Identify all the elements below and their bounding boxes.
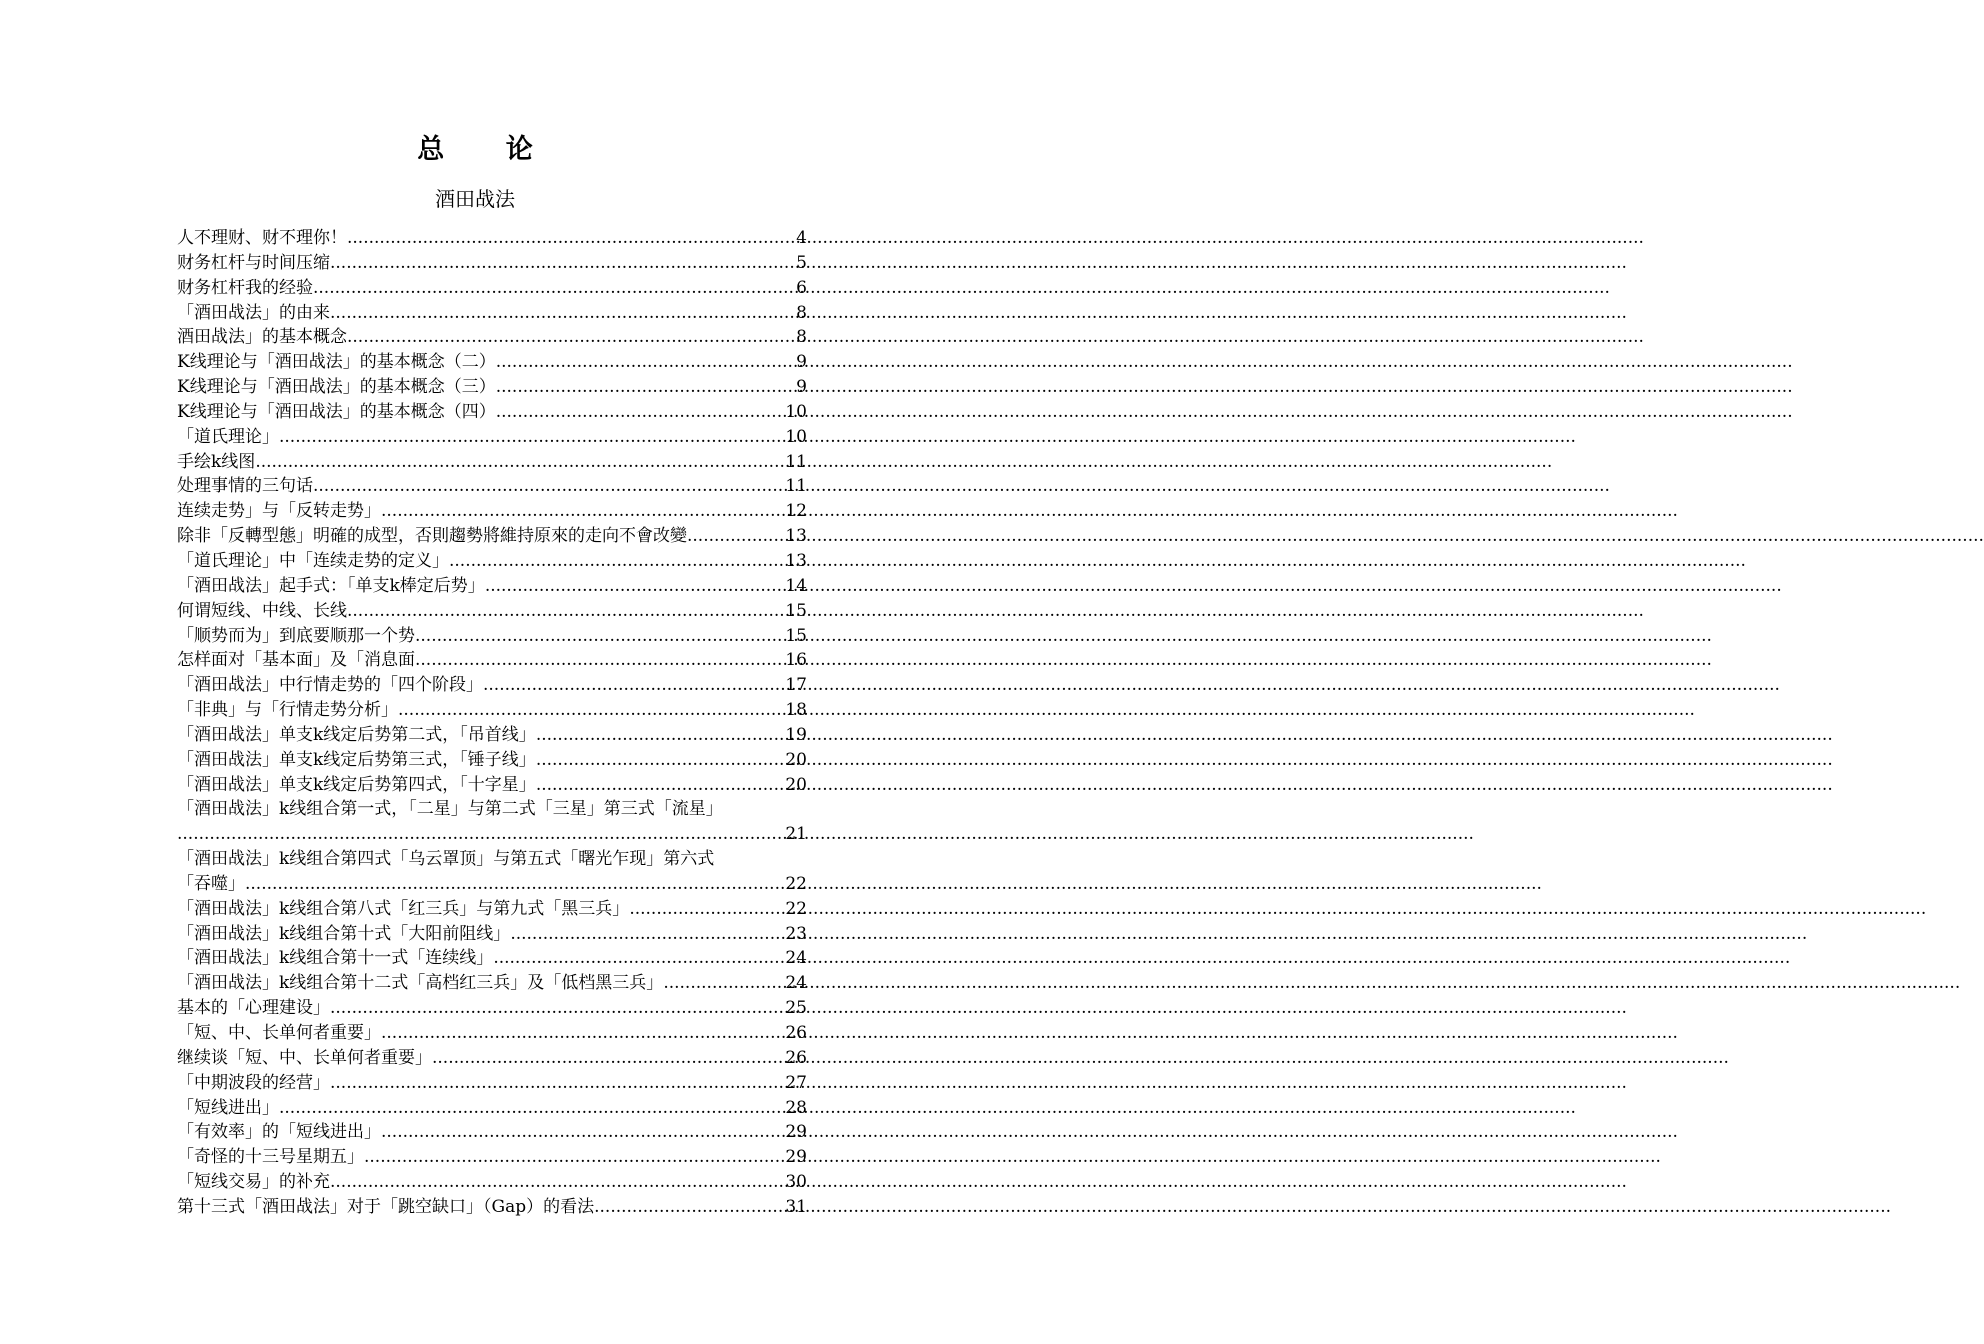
toc-page-number: 8 [796, 327, 807, 348]
toc-entry[interactable] [177, 1096, 807, 1121]
toc-page-number: 9 [796, 377, 807, 398]
toc-page-number: 18 [785, 700, 807, 721]
toc-entry[interactable] [177, 922, 807, 947]
dot-leader [485, 574, 786, 599]
dot-leader [330, 301, 796, 326]
dot-leader [347, 325, 796, 350]
dot-leader [536, 723, 786, 748]
toc-page-number: 11 [785, 451, 807, 472]
toc-entry[interactable] [177, 549, 807, 574]
section-subtitle: 酒田战法 [435, 187, 515, 211]
toc-page-number: 15 [785, 600, 807, 621]
dot-leader [347, 599, 785, 624]
toc-entry-title: 除非「反轉型態」明確的成型，否則趨勢將維持原來的走向不會改變 [177, 526, 687, 547]
toc-entry[interactable] [177, 946, 807, 971]
dot-leader [398, 698, 785, 723]
toc-page-number: 19 [785, 724, 807, 745]
toc-entry[interactable] [177, 1046, 807, 1071]
toc-entry-title: 「酒田战法」k线组合第一式，「二星」与第二式「三星」第三式「流星」 [177, 799, 723, 820]
toc-entry[interactable] [177, 648, 807, 673]
toc-entry-title: 继续谈「短、中、长单何者重要」 [177, 1047, 432, 1068]
toc-page-number: 13 [785, 526, 807, 547]
dot-leader [415, 648, 785, 673]
toc-entry[interactable] [177, 599, 807, 624]
toc-page-number: 25 [785, 998, 807, 1019]
toc-entry[interactable] [177, 797, 807, 847]
toc-entry-title: 何谓短线、中线、长线 [177, 600, 347, 621]
toc-entry[interactable] [177, 375, 807, 400]
dot-leader [415, 624, 785, 649]
dot-leader [313, 474, 785, 499]
toc-page-number: 15 [785, 625, 807, 646]
toc-entry-title: 「酒田战法」单支k线定后势第三式，「锤子线」 [177, 749, 536, 770]
toc-page-number: 30 [785, 1172, 807, 1193]
dot-leader [381, 499, 785, 524]
toc-entry-title: 怎样面对「基本面」及「消息面 [177, 650, 415, 671]
table-of-contents [177, 226, 807, 1220]
toc-entry[interactable] [177, 748, 807, 773]
toc-entry-title: 「酒田战法」k线组合第十一式「连续线」 [177, 948, 494, 969]
toc-entry[interactable] [177, 1195, 807, 1220]
toc-page-number: 24 [785, 948, 807, 969]
toc-entry-title: K线理论与「酒田战法」的基本概念（三） [177, 377, 496, 398]
toc-entry[interactable] [177, 723, 807, 748]
toc-page-number: 20 [785, 774, 807, 795]
toc-entry[interactable] [177, 524, 807, 549]
toc-page-number: 4 [796, 228, 807, 248]
dot-leader [483, 673, 785, 698]
toc-page-number: 6 [796, 277, 807, 298]
dot-leader [536, 773, 786, 798]
dot-leader [594, 1195, 785, 1220]
dot-leader [347, 226, 796, 251]
toc-entry[interactable] [177, 450, 807, 475]
dot-leader [493, 946, 785, 971]
toc-entry-title: 「道氏理论」中「连续走势的定义」 [177, 550, 449, 571]
toc-entry[interactable] [177, 400, 807, 425]
toc-page-number: 29 [785, 1147, 807, 1168]
toc-page-number: 28 [785, 1097, 807, 1118]
dot-leader [687, 524, 785, 549]
toc-page-number: 8 [796, 302, 807, 323]
toc-entry-title: 「顺势而为」到底要顺那一个势 [177, 625, 415, 646]
toc-page-number: 24 [785, 973, 807, 994]
dot-leader [255, 450, 785, 475]
dot-leader [330, 1170, 785, 1195]
toc-entry-title: 「酒田战法」中行情走势的「四个阶段」 [177, 675, 483, 696]
dot-leader [330, 1071, 785, 1096]
dot-leader [510, 922, 785, 947]
toc-entry-title: 「短、中、长单何者重要」 [177, 1023, 381, 1043]
toc-page-number: 16 [785, 650, 807, 671]
toc-entry[interactable] [177, 474, 807, 499]
toc-entry[interactable] [177, 1120, 807, 1145]
toc-entry[interactable] [177, 251, 807, 276]
page-title: 总 论 [417, 134, 559, 165]
toc-page-number: 27 [785, 1072, 807, 1093]
toc-page-number: 23 [785, 923, 807, 944]
toc-page-number: 14 [785, 575, 807, 596]
document-page [0, 0, 950, 1344]
toc-entry[interactable] [177, 996, 807, 1021]
dot-leader [177, 822, 785, 847]
dot-leader [364, 1145, 785, 1170]
toc-entry[interactable] [177, 499, 807, 524]
dot-leader [279, 425, 785, 450]
toc-entry-title-continued: 「吞噬」 [177, 873, 245, 894]
toc-entry[interactable] [177, 624, 807, 649]
dot-leader [330, 251, 796, 276]
toc-entry[interactable] [177, 301, 807, 326]
toc-entry-title: 「中期波段的经营」 [177, 1072, 330, 1093]
toc-page-number: 26 [785, 1023, 807, 1043]
toc-entry-title: 「酒田战法」单支k线定后势第二式，「吊首线」 [177, 724, 536, 745]
toc-entry-title: 「酒田战法」k线组合第四式「乌云罩顶」与第五式「曙光乍现」第六式 [177, 849, 715, 870]
toc-page-number: 26 [785, 1047, 807, 1068]
dot-leader [279, 1096, 785, 1121]
toc-entry-title: 酒田战法」的基本概念 [177, 327, 347, 348]
toc-entry-title: 「酒田战法」的由来 [177, 302, 330, 323]
toc-page-number: 12 [785, 501, 807, 522]
toc-entry[interactable] [177, 1145, 807, 1170]
dot-leader [432, 1046, 785, 1071]
dot-leader [381, 1021, 785, 1046]
toc-entry[interactable] [177, 1071, 807, 1096]
toc-page-number: 10 [785, 401, 807, 422]
toc-page-number: 31 [785, 1196, 807, 1217]
toc-entry-title: 「酒田战法」起手式：「单支k棒定后势」 [177, 575, 485, 596]
dot-leader [629, 897, 785, 922]
toc-entry-title: 「酒田战法」单支k线定后势第四式，「十字星」 [177, 774, 536, 795]
toc-page-number: 20 [785, 749, 807, 770]
dot-leader [449, 549, 785, 574]
toc-entry[interactable] [177, 226, 807, 251]
toc-entry-title: 手绘k线图 [177, 451, 256, 472]
toc-entry-title: 「酒田战法」k线组合第八式「红三兵」与第九式「黑三兵」 [177, 898, 630, 919]
toc-entry[interactable] [177, 773, 807, 798]
toc-entry-title: 连续走势」与「反转走势」 [177, 501, 381, 522]
toc-entry-title: K线理论与「酒田战法」的基本概念（二） [177, 352, 496, 373]
toc-entry-title: 第十三式「酒田战法」对于「跳空缺口」（Gap）的看法 [177, 1196, 595, 1217]
toc-entry-title: 「酒田战法」k线组合第十二式「高档红三兵」及「低档黑三兵」 [177, 973, 664, 994]
toc-entry[interactable] [177, 425, 807, 450]
toc-entry-title: 「酒田战法」k线组合第十式「大阳前阻线」 [177, 923, 511, 944]
toc-entry[interactable] [177, 897, 807, 922]
dot-leader [496, 375, 796, 400]
dot-leader [496, 350, 796, 375]
toc-entry-title: 「短线进出」 [177, 1097, 279, 1118]
toc-entry-title: 「有效率」的「短线进出」 [177, 1122, 381, 1143]
dot-leader [381, 1120, 785, 1145]
dot-leader [313, 276, 796, 301]
toc-entry[interactable] [177, 325, 807, 350]
toc-entry[interactable] [177, 1170, 807, 1195]
toc-entry[interactable] [177, 276, 807, 301]
toc-entry-title: K线理论与「酒田战法」的基本概念（四） [177, 401, 496, 422]
toc-page-number: 13 [785, 550, 807, 571]
toc-page-number: 21 [785, 824, 807, 845]
toc-page-number: 22 [785, 898, 807, 919]
toc-page-number: 22 [785, 873, 807, 894]
toc-entry[interactable] [177, 1021, 807, 1046]
toc-entry[interactable] [177, 847, 807, 897]
toc-entry[interactable] [177, 350, 807, 375]
toc-entry-title: 处理事情的三句话 [177, 476, 313, 497]
toc-entry[interactable] [177, 673, 807, 698]
toc-entry-title: 「道氏理论」 [177, 426, 279, 447]
toc-page-number: 9 [796, 352, 807, 373]
toc-page-number: 29 [785, 1122, 807, 1143]
dot-leader [536, 748, 786, 773]
toc-page-number: 11 [785, 476, 807, 497]
toc-entry-title: 「非典」与「行情走势分析」 [177, 700, 398, 721]
toc-entry-title: 财务杠杆我的经验 [177, 277, 313, 298]
toc-page-number: 10 [785, 426, 807, 447]
dot-leader [496, 400, 786, 425]
toc-entry-title: 「短线交易」的补充 [177, 1172, 330, 1193]
dot-leader [663, 971, 785, 996]
toc-entry-title: 财务杠杆与时间压缩 [177, 252, 330, 273]
toc-entry[interactable] [177, 574, 807, 599]
toc-entry[interactable] [177, 971, 807, 996]
dot-leader [330, 996, 785, 1021]
toc-page-number: 5 [796, 252, 807, 273]
toc-page-number: 17 [785, 675, 807, 696]
toc-entry-title: 「奇怪的十三号星期五」 [177, 1147, 364, 1168]
dot-leader [245, 872, 785, 897]
toc-entry-title: 基本的「心理建设」 [177, 998, 330, 1019]
toc-entry[interactable] [177, 698, 807, 723]
toc-entry-title: 人不理财、财不理你！ [177, 228, 347, 248]
